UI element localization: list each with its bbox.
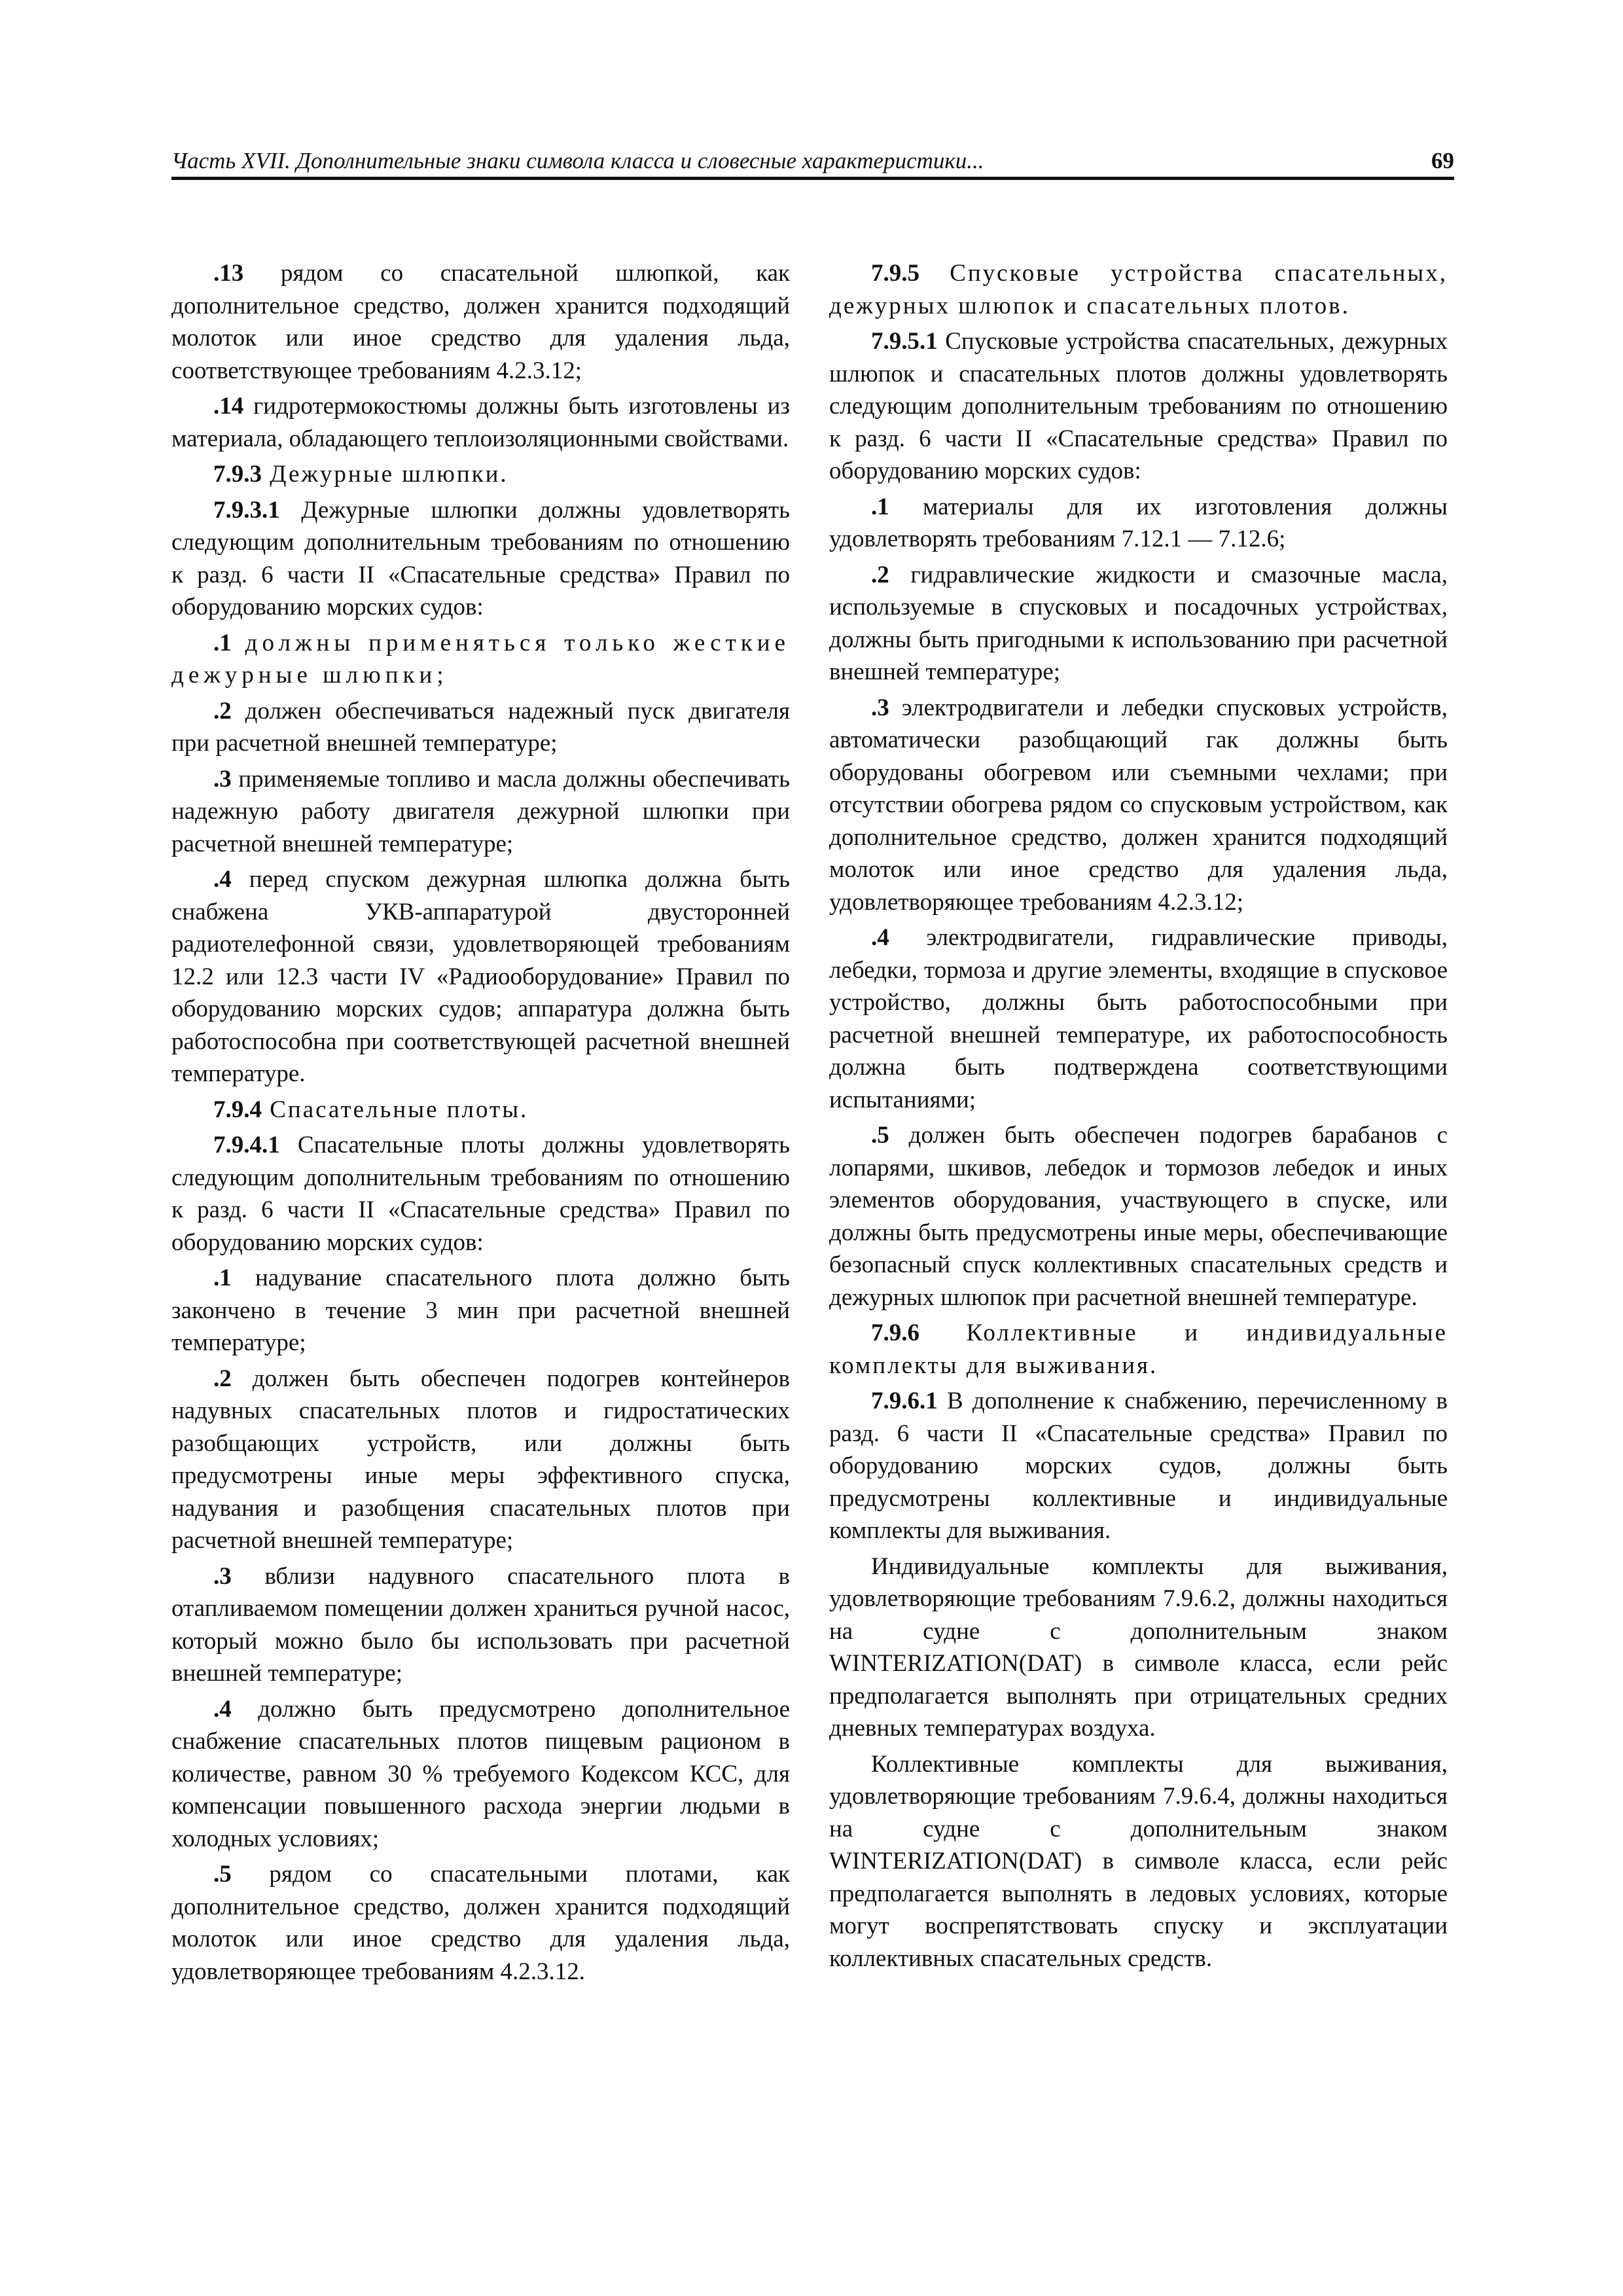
section-heading: [171, 1094, 790, 1126]
paragraph-text: электродвигатели и лебедки спусковых устройств, автоматически разобщающий гак должны быть оборудованы обогревом или съемными чехлами; при отсутствии обогрева рядом со спусковым устройством, как дополнительное средство, должен хранится подходящий молоток или иное средство для удаления льда, удовлетворяющее требованиям 4.2.3.12;: [829, 694, 1448, 916]
item-number: .14: [213, 393, 244, 420]
section-number: 7.9.6: [871, 1319, 919, 1346]
paragraph: [829, 491, 1448, 556]
paragraph-text: гидротермокостюмы должны быть изготовлены из материала, обладающего теплоизоляционными свойствами.: [171, 393, 790, 452]
item-number: .4: [213, 1695, 232, 1723]
paragraph-text: Дежурные шлюпки должны удовлетворять следующим дополнительным требованиям по отношению к разд. 6 части II «Спасательные средства» Правил по оборудованию морских судов:: [171, 496, 790, 620]
item-number: 7.9.5.1: [871, 328, 938, 355]
paragraph-text: надувание спасательного плота должно быть закончено в течение 3 мин при расчетной внешней температуре;: [171, 1265, 790, 1356]
item-number: 7.9.3.1: [213, 496, 280, 524]
right-column: [829, 257, 1448, 1978]
header-title: Часть XVII. Дополнительные знаки символа класса и словесные характеристики...: [171, 148, 984, 173]
paragraph-text: Индивидуальные комплекты для выживания, удовлетворяющие требованиям 7.9.6.2, должны находиться на судне с дополнительным знаком WINTERIZATION(DAT) в символе класса, если рейс предполагается выполнять при отрицательных средних дневных температурах воздуха.: [829, 1552, 1448, 1742]
paragraph-text: материалы для их изготовления должны удовлетворять требованиям 7.12.1 — 7.12.6;: [829, 493, 1448, 552]
paragraph-text: перед спуском дежурная шлюпка должна быть снабжена УКВ-аппаратурой двусторонней радиотелефонной связи, удовлетворяющей требованиям 12.2 или 12.3 части IV «Радиооборудование» Правил по оборудованию морских судов; аппаратура должна быть работоспособна при соответствующей расчетной внешней температуре.: [171, 866, 790, 1087]
paragraph-text: рядом со спасательной шлюпкой, как дополнительное средство, должен хранится подходящий молоток или иное средство для удаления льда, соответствующее требованиям 4.2.3.12;: [171, 260, 790, 384]
paragraph-text: Коллективные комплекты для выживания, удовлетворяющие требованиям 7.9.6.4, должны находиться на судне с дополнительным знаком WINTERIZATION(DAT) в символе класса, если рейс предполагается выполнять в ледовых условиях, которые могут воспрепятствовать спуску и эксплуатации коллективных спасательных средств.: [829, 1750, 1448, 1972]
header-rule: [171, 177, 1454, 180]
paragraph-text: должен быть обеспечен подогрев барабанов с лопарями, шкивов, лебедок и тормозов лебедок и иных элементов оборудования, участвующего в спуске, или должны быть предусмотрены иные меры, обеспечивающие безопасный спуск коллективных спасательных средств и дежурных шлюпок при расчетной внешней температуре.: [829, 1122, 1448, 1311]
paragraph-text: рядом со спасательными плотами, как дополнительное средство, должен хранится подходящий молоток или иное средство для удаления льда, удовлетворяющее требованиям 4.2.3.12.: [171, 1861, 790, 1985]
item-number: .4: [871, 924, 889, 951]
running-header: [171, 147, 1454, 175]
paragraph: [171, 763, 790, 861]
paragraph: [829, 1551, 1448, 1745]
paragraph-text: В дополнение к снабжению, перечисленному в разд. 6 части II «Спасательные средства» Правил по оборудованию морских судов, должны быть предусмотрены коллективные и индивидуальные комплекты для выживания.: [829, 1388, 1448, 1544]
paragraph: [829, 1748, 1448, 1975]
section-number: 7.9.3: [213, 461, 262, 488]
paragraph: [171, 1858, 790, 1988]
item-number: .1: [213, 1265, 232, 1291]
paragraph: [829, 1119, 1448, 1314]
paragraph: [171, 627, 790, 692]
section-title: Дежурные шлюпки.: [262, 461, 508, 488]
item-number: .13: [213, 260, 244, 287]
paragraph: [171, 695, 790, 760]
item-number: .5: [871, 1122, 889, 1149]
section-title: Спусковые устройства спасательных, дежурных шлюпок и спасательных плотов.: [829, 260, 1448, 319]
item-number: .3: [871, 694, 889, 721]
paragraph: [171, 1129, 790, 1259]
item-number: .1: [871, 493, 889, 520]
item-number: .1: [213, 629, 232, 656]
paragraph: [829, 325, 1448, 488]
item-number: .3: [213, 1562, 232, 1590]
paragraph: [829, 692, 1448, 919]
paragraph: [171, 863, 790, 1090]
paragraph-text: должен обеспечиваться надежный пуск двигателя при расчетной внешней температуре;: [171, 697, 790, 757]
section-title: Коллективные и индивидуальные комплекты для выживания.: [829, 1319, 1448, 1379]
paragraph: [829, 1385, 1448, 1547]
paragraph-text: вблизи надувного спасательного плота в отапливаемом помещении должен храниться ручной насос, который можно было бы использовать при расчетной внешней температуре;: [171, 1562, 790, 1687]
item-number: .5: [213, 1861, 232, 1888]
paragraph: [171, 1363, 790, 1557]
item-number: 7.9.4.1: [213, 1132, 280, 1158]
item-number: .4: [213, 866, 232, 893]
section-heading: [829, 257, 1448, 322]
paragraph: [171, 1693, 790, 1856]
page-number: 69: [1431, 148, 1454, 173]
paragraph: [171, 1560, 790, 1690]
section-heading: [171, 458, 790, 491]
paragraph: [829, 559, 1448, 689]
paragraph: [171, 1262, 790, 1359]
section-heading: [829, 1317, 1448, 1382]
paragraph: [829, 922, 1448, 1116]
item-number: .2: [213, 1365, 232, 1392]
paragraph-text: должен быть обеспечен подогрев контейнеров надувных спасательных плотов и гидростатических разобщающих устройств, или должны быть предусмотрены иные меры эффективного спуска, надувания и разобщения спасательных плотов при расчетной внешней температуре;: [171, 1365, 790, 1554]
paragraph-text: должно быть предусмотрено дополнительное снабжение спасательных плотов пищевым рационом в количестве, равном 30 % требуемого Кодексом КСС, для компенсации повышенного расхода энергии людьми в холодных условиях;: [171, 1695, 790, 1852]
paragraph-text: гидравлические жидкости и смазочные масла, используемые в спусковых и посадочных устройствах, должны быть пригодными к использованию при расчетной внешней температуре;: [829, 561, 1448, 685]
paragraph: [171, 390, 790, 455]
paragraph: [171, 494, 790, 624]
section-title: Спасательные плоты.: [262, 1096, 529, 1123]
paragraph: [171, 257, 790, 387]
paragraph-text: применяемые топливо и масла должны обеспечивать надежную работу двигателя дежурной шлюпки при расчетной внешней температуре;: [171, 765, 790, 857]
section-number: 7.9.5: [871, 260, 919, 287]
item-number: 7.9.6.1: [871, 1388, 938, 1414]
item-number: .3: [213, 765, 232, 793]
paragraph-text: должны применяться только жесткие дежурные шлюпки;: [171, 629, 790, 689]
paragraph-text: Спасательные плоты должны удовлетворять следующим дополнительным требованиям по отношению к разд. 6 части II «Спасательные средства» Правил по оборудованию морских судов:: [171, 1132, 790, 1256]
left-column: [171, 257, 790, 1991]
item-number: .2: [871, 561, 889, 588]
item-number: .2: [213, 697, 232, 725]
paragraph-text: Спусковые устройства спасательных, дежурных шлюпок и спасательных плотов должны удовлетворять следующим дополнительным требованиям по отношению к разд. 6 части II «Спасательные средства» Правил по оборудованию морских судов:: [829, 328, 1448, 484]
section-number: 7.9.4: [213, 1096, 262, 1123]
paragraph-text: электродвигатели, гидравлические приводы, лебедки, тормоза и другие элементы, входящие в спусковое устройство, должны быть работоспособными при расчетной внешней температуре, их работоспособность должна быть подтверждена соответствующими испытаниями;: [829, 924, 1448, 1113]
